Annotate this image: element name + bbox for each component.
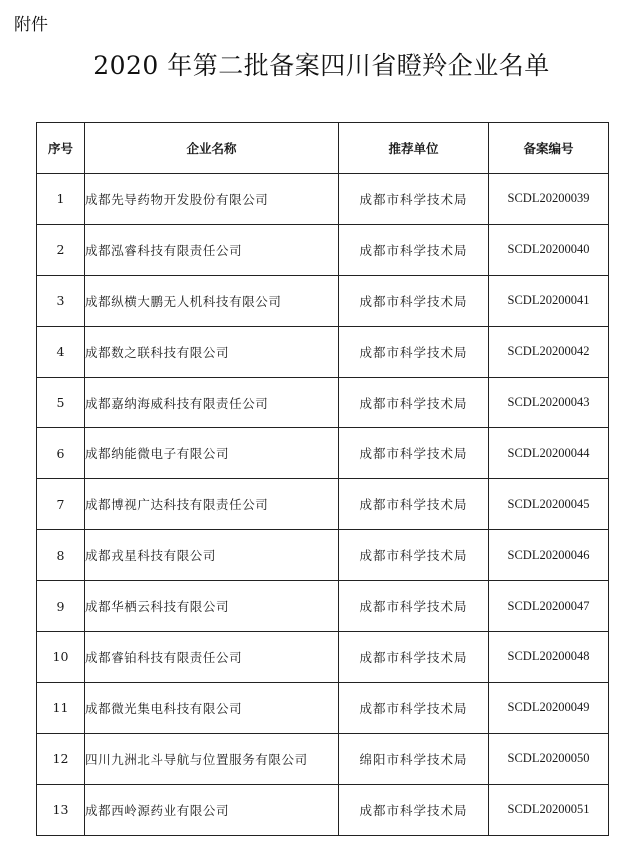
cell-recommender: 成都市科学技术局 <box>339 377 489 428</box>
cell-seq: 13 <box>37 784 85 835</box>
table-row <box>37 479 609 530</box>
cell-seq: 1 <box>37 174 85 225</box>
cell-company-name: 成都嘉纳海威科技有限责任公司 <box>85 377 339 428</box>
cell-recommender: 成都市科学技术局 <box>339 530 489 581</box>
cell-record-code: SCDL20200046 <box>489 530 609 581</box>
cell-seq: 9 <box>37 581 85 632</box>
cell-seq: 7 <box>37 479 85 530</box>
table-row <box>37 224 609 275</box>
cell-company-name: 成都戎星科技有限公司 <box>85 530 339 581</box>
cell-record-code: SCDL20200050 <box>489 733 609 784</box>
cell-recommender: 成都市科学技术局 <box>339 581 489 632</box>
cell-seq: 5 <box>37 377 85 428</box>
cell-company-name: 成都睿铂科技有限责任公司 <box>85 632 339 683</box>
cell-seq: 4 <box>37 326 85 377</box>
cell-recommender: 成都市科学技术局 <box>339 784 489 835</box>
table-header-row <box>37 123 609 174</box>
table-row <box>37 326 609 377</box>
table-row <box>37 428 609 479</box>
cell-seq: 2 <box>37 224 85 275</box>
cell-recommender: 成都市科学技术局 <box>339 224 489 275</box>
table-row <box>37 275 609 326</box>
cell-company-name: 四川九洲北斗导航与位置服务有限公司 <box>85 733 339 784</box>
cell-company-name: 成都西岭源药业有限公司 <box>85 784 339 835</box>
table-row <box>37 174 609 225</box>
enterprise-roster-table <box>36 122 609 836</box>
cell-company-name: 成都数之联科技有限公司 <box>85 326 339 377</box>
attachment-label: 附件 <box>14 15 48 35</box>
cell-company-name: 成都先导药物开发股份有限公司 <box>85 174 339 225</box>
cell-record-code: SCDL20200048 <box>489 632 609 683</box>
cell-record-code: SCDL20200040 <box>489 224 609 275</box>
table-row <box>37 530 609 581</box>
cell-company-name: 成都纳能微电子有限公司 <box>85 428 339 479</box>
cell-record-code: SCDL20200045 <box>489 479 609 530</box>
cell-recommender: 成都市科学技术局 <box>339 632 489 683</box>
table-row <box>37 632 609 683</box>
cell-company-name: 成都纵横大鹏无人机科技有限公司 <box>85 275 339 326</box>
cell-seq: 6 <box>37 428 85 479</box>
table-row <box>37 682 609 733</box>
cell-recommender: 成都市科学技术局 <box>339 275 489 326</box>
cell-record-code: SCDL20200044 <box>489 428 609 479</box>
cell-record-code: SCDL20200041 <box>489 275 609 326</box>
cell-company-name: 成都华栖云科技有限公司 <box>85 581 339 632</box>
table-row <box>37 581 609 632</box>
document-title: 2020 年第二批备案四川省瞪羚企业名单 <box>93 51 550 80</box>
cell-seq: 3 <box>37 275 85 326</box>
table-body <box>37 174 609 836</box>
cell-recommender: 绵阳市科学技术局 <box>339 733 489 784</box>
cell-seq: 8 <box>37 530 85 581</box>
cell-record-code: SCDL20200051 <box>489 784 609 835</box>
cell-company-name: 成都博视广达科技有限责任公司 <box>85 479 339 530</box>
cell-recommender: 成都市科学技术局 <box>339 326 489 377</box>
cell-seq: 11 <box>37 682 85 733</box>
cell-company-name: 成都泓睿科技有限责任公司 <box>85 224 339 275</box>
cell-record-code: SCDL20200039 <box>489 174 609 225</box>
cell-record-code: SCDL20200049 <box>489 682 609 733</box>
table-row <box>37 377 609 428</box>
cell-record-code: SCDL20200047 <box>489 581 609 632</box>
cell-recommender: 成都市科学技术局 <box>339 428 489 479</box>
table-row <box>37 733 609 784</box>
cell-seq: 10 <box>37 632 85 683</box>
cell-recommender: 成都市科学技术局 <box>339 682 489 733</box>
cell-recommender: 成都市科学技术局 <box>339 479 489 530</box>
column-header-seq: 序号 <box>37 123 85 174</box>
cell-record-code: SCDL20200042 <box>489 326 609 377</box>
table-row <box>37 784 609 835</box>
cell-company-name: 成都微光集电科技有限公司 <box>85 682 339 733</box>
column-header-recommender: 推荐单位 <box>339 123 489 174</box>
column-header-code: 备案编号 <box>489 123 609 174</box>
cell-record-code: SCDL20200043 <box>489 377 609 428</box>
cell-seq: 12 <box>37 733 85 784</box>
column-header-company: 企业名称 <box>85 123 339 174</box>
cell-recommender: 成都市科学技术局 <box>339 174 489 225</box>
